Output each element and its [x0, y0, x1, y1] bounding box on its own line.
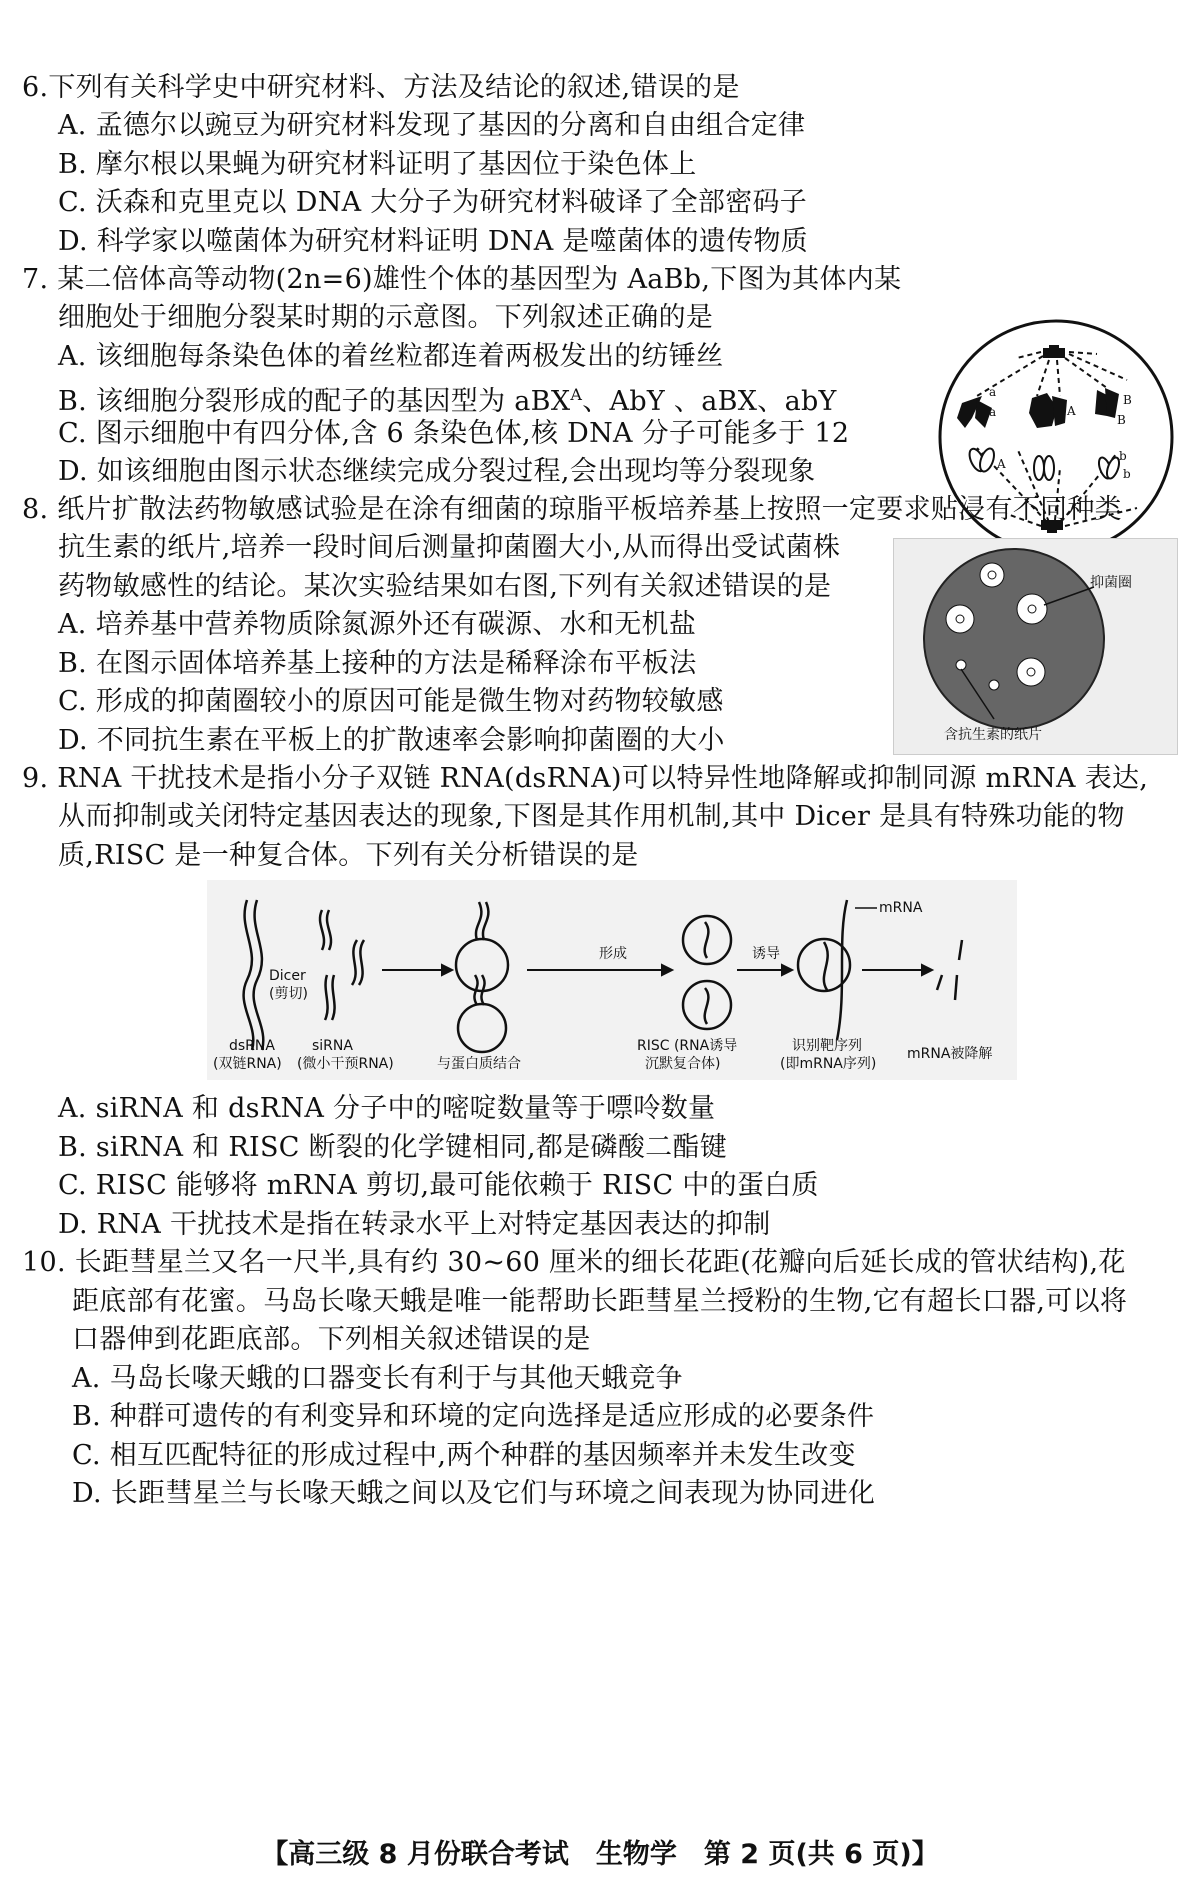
risc-desc-label: 沉默复合体) — [645, 1056, 721, 1072]
inhibition-zone-label: 抑菌圈 — [1090, 575, 1132, 591]
allele-label: a — [989, 405, 997, 419]
allele-label: b — [1123, 467, 1131, 481]
q6-option-a: A. 孟德尔以豌豆为研究材料发现了基因的分离和自由组合定律 — [58, 110, 806, 141]
q9-option-b: B. siRNA 和 RISC 断裂的化学键相同,都是磷酸二酯键 — [58, 1132, 728, 1163]
dicer-cut-label: (剪切) — [269, 986, 308, 1002]
allele-label: B — [1123, 393, 1132, 407]
q8-option-a: A. 培养基中营养物质除氮源外还有碳源、水和无机盐 — [58, 609, 697, 640]
q7-option-b-pre: B. 该细胞分裂形成的配子的基因型为 aBX — [58, 386, 571, 417]
q7-stem-line1: 7. 某二倍体高等动物(2n=6)雄性个体的基因型为 AaBb,下图为其体内某 — [22, 264, 902, 295]
q7-option-d: D. 如该细胞由图示状态继续完成分裂过程,会出现均等分裂现象 — [58, 456, 816, 487]
q8-stem-line2: 抗生素的纸片,培养一段时间后测量抑菌圈大小,从而得出受试菌株 — [58, 532, 841, 563]
q9-stem-line1: 9. RNA 干扰技术是指小分子双链 RNA(dsRNA)可以特异性地降解或抑制同源 mRNA 表达, — [22, 763, 1149, 794]
recognize-label: 识别靶序列 — [792, 1038, 862, 1054]
form-label: 形成 — [599, 946, 627, 962]
q7-option-b-post: 、AbY 、aBX、abY — [582, 386, 837, 417]
dicer-label: Dicer — [269, 968, 306, 984]
q6-stem: 6.下列有关科学史中研究材料、方法及结论的叙述,错误的是 — [22, 72, 740, 103]
q10-option-b: B. 种群可遗传的有利变异和环境的定向选择是适应形成的必要条件 — [72, 1401, 875, 1432]
q8-option-b: B. 在图示固体培养基上接种的方法是稀释涂布平板法 — [58, 648, 697, 679]
degraded-label: mRNA被降解 — [907, 1046, 993, 1062]
q6-option-c: C. 沃森和克里克以 DNA 大分子为研究材料破译了全部密码子 — [58, 187, 808, 218]
page-footer: 【高三级 8 月份联合考试 生物学 第 2 页(共 6 页)】 — [261, 1839, 939, 1870]
q8-option-c: C. 形成的抑菌圈较小的原因可能是微生物对药物较敏感 — [58, 686, 724, 717]
q7-option-c: C. 图示细胞中有四分体,含 6 条染色体,核 DNA 分子可能多于 12 — [58, 418, 850, 449]
recognize-desc-label: (即mRNA序列) — [780, 1056, 877, 1072]
sirna-desc-label: (微小干预RNA) — [297, 1056, 394, 1072]
q8-stem-line3: 药物敏感性的结论。某次实验结果如右图,下列有关叙述错误的是 — [58, 571, 832, 602]
q6-option-d: D. 科学家以噬菌体为研究材料证明 DNA 是噬菌体的遗传物质 — [58, 226, 809, 257]
protein-binding-label: 与蛋白质结合 — [437, 1056, 521, 1072]
q9-stem-line3: 质,RISC 是一种复合体。下列有关分析错误的是 — [58, 840, 639, 871]
allele-label: B — [1117, 413, 1126, 427]
q10-option-c: C. 相互匹配特征的形成过程中,两个种群的基因频率并未发生改变 — [72, 1440, 856, 1471]
q9-option-d: D. RNA 干扰技术是指在转录水平上对特定基因表达的抑制 — [58, 1209, 771, 1240]
mrna-label: mRNA — [879, 900, 923, 916]
q10-option-d: D. 长距彗星兰与长喙天蛾之间以及它们与环境之间表现为协同进化 — [72, 1478, 876, 1509]
agar-plate-figure — [893, 538, 1178, 755]
allele-label: A — [1067, 404, 1076, 418]
q8-option-d: D. 不同抗生素在平板上的扩散速率会影响抑菌圈的大小 — [58, 725, 725, 756]
q10-stem-line1: 10. 长距彗星兰又名一尺半,具有约 30~60 厘米的细长花距(花瓣向后延长成的管状结构),花 — [22, 1247, 1126, 1278]
dsrna-label: dsRNA — [229, 1038, 275, 1054]
q10-stem-line3: 口器伸到花距底部。下列相关叙述错误的是 — [72, 1324, 591, 1355]
antibiotic-disc-label: 含抗生素的纸片 — [944, 727, 1042, 743]
q10-option-a: A. 马岛长喙天蛾的口器变长有利于与其他天蛾竞争 — [72, 1363, 683, 1394]
sirna-label: siRNA — [312, 1038, 353, 1054]
allele-label: A — [997, 457, 1006, 471]
q7-option-a: A. 该细胞每条染色体的着丝粒都连着两极发出的纺锤丝 — [58, 341, 724, 372]
q7-option-b-sup: A — [570, 385, 583, 404]
q9-option-a: A. siRNA 和 dsRNA 分子中的嘧啶数量等于嘌呤数量 — [58, 1093, 716, 1124]
q6-option-b: B. 摩尔根以果蝇为研究材料证明了基因位于染色体上 — [58, 149, 697, 180]
q10-stem-line2: 距底部有花蜜。马岛长喙天蛾是唯一能帮助长距彗星兰授粉的生物,它有超长口器,可以将 — [72, 1286, 1128, 1317]
rnai-mechanism-figure — [207, 880, 1017, 1080]
allele-label: b — [1119, 449, 1127, 463]
risc-label: RISC (RNA诱导 — [637, 1038, 738, 1054]
q9-option-c: C. RISC 能够将 mRNA 剪切,最可能依赖于 RISC 中的蛋白质 — [58, 1170, 819, 1201]
induce-label: 诱导 — [752, 946, 780, 962]
q8-stem-line1: 8. 纸片扩散法药物敏感试验是在涂有细菌的琼脂平板培养基上按照一定要求贴浸有不同种类 — [22, 494, 1122, 525]
q9-stem-line2: 从而抑制或关闭特定基因表达的现象,下图是其作用机制,其中 Dicer 是具有特殊功能的物 — [58, 801, 1125, 832]
allele-label: a — [989, 385, 997, 399]
q7-stem-line2: 细胞处于细胞分裂某时期的示意图。下列叙述正确的是 — [58, 302, 714, 333]
dsrna-desc-label: (双链RNA) — [213, 1056, 282, 1072]
